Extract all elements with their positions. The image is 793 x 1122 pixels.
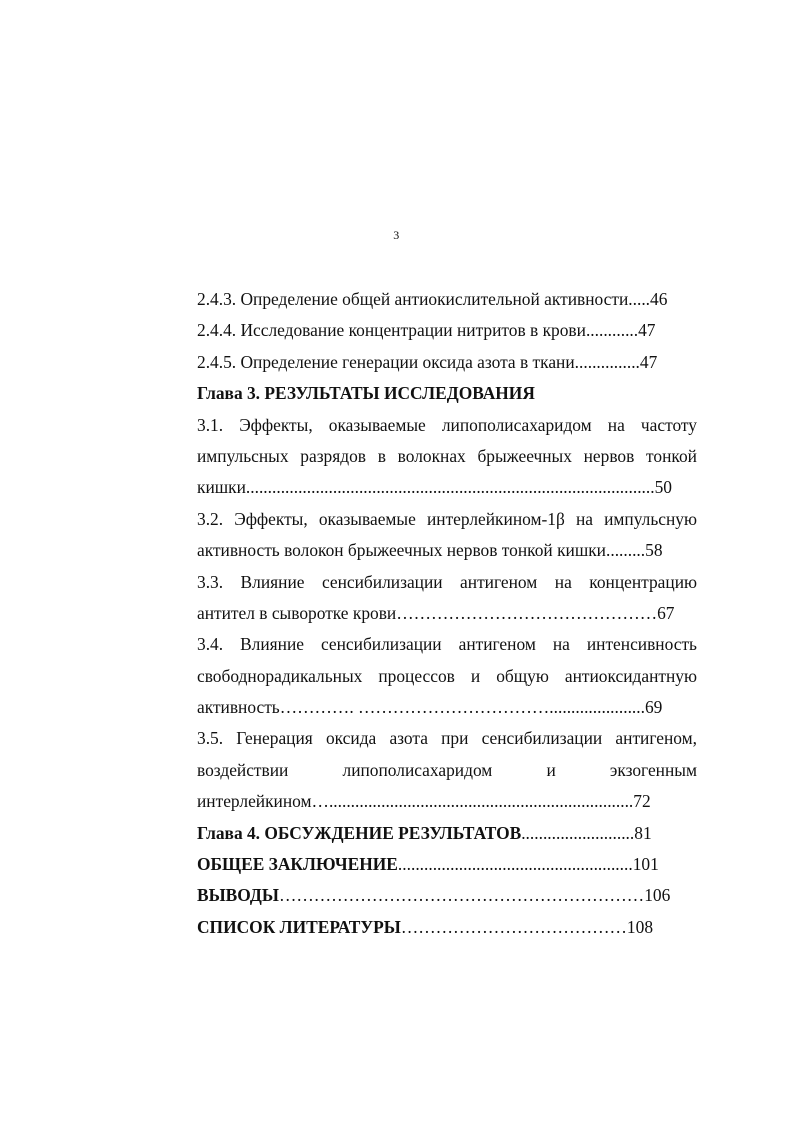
toc-entry-title: 3.3. Влияние сенсибилизации антигеном на концентрацию — [197, 571, 697, 592]
toc-entry-title: Глава 4. ОБСУЖДЕНИЕ РЕЗУЛЬТАТОВ — [197, 822, 522, 843]
toc-page-number: 58 — [645, 540, 663, 561]
toc-page-number: 108 — [626, 916, 654, 937]
toc-leader: …………. ……………………………...................... — [279, 697, 645, 718]
toc-page-number: 47 — [639, 351, 658, 372]
toc-entry-3-2-line-1 — [197, 504, 697, 535]
toc-leader: ............ — [585, 320, 639, 341]
toc-entry-title: кишки — [197, 477, 246, 498]
toc-entry-2-4-5 — [197, 347, 697, 378]
toc-entry-title: 2.4.5. Определение генерации оксида азота в ткани — [197, 351, 575, 372]
table-of-contents — [197, 284, 697, 943]
toc-general-conclusion — [197, 849, 697, 880]
toc-entry-3-4-line-2 — [197, 661, 697, 692]
toc-entry-3-4-line-3 — [197, 692, 697, 723]
toc-entry-title: воздействии липополисахаридом и экзогенным — [197, 759, 697, 780]
toc-conclusions — [197, 880, 697, 911]
toc-entry-3-3-line-1 — [197, 567, 697, 598]
toc-entry-2-4-4 — [197, 315, 697, 346]
toc-leader: .......................... — [521, 822, 635, 843]
toc-chapter-3-heading — [197, 378, 697, 409]
toc-entry-3-1-line-3 — [197, 472, 697, 503]
toc-leader: ………………………………… — [400, 916, 627, 937]
toc-references — [197, 912, 697, 943]
toc-entry-title: активность волокон брыжеечных нервов тонкой кишки — [197, 540, 606, 561]
toc-entry-title: 2.4.4. Исследование концентрации нитритов в крови — [197, 320, 586, 341]
toc-entry-3-2-line-2 — [197, 535, 697, 566]
toc-entry-3-3-line-2 — [197, 598, 697, 629]
toc-leader: .............................................................................................. — [245, 477, 655, 498]
toc-leader: ......... — [606, 540, 646, 561]
toc-leader: ……………………………………… — [396, 602, 658, 623]
toc-entry-3-5-line-3 — [197, 786, 697, 817]
toc-entry-title: СПИСОК ЛИТЕРАТУРЫ — [197, 916, 401, 937]
page-number: 3 — [393, 228, 400, 242]
toc-page-number: 81 — [634, 822, 652, 843]
toc-entry-title: активность — [197, 697, 280, 718]
toc-leader: ..... — [628, 289, 651, 309]
toc-leader: ...................................................... — [397, 854, 633, 875]
toc-entry-title: антител в сыворотке крови — [197, 602, 397, 623]
toc-entry-title: 3.2. Эффекты, оказываемые интерлейкином-1β на импульсную — [197, 508, 697, 529]
toc-entry-title: ВЫВОДЫ — [197, 885, 279, 906]
toc-leader: ............... — [574, 351, 640, 372]
toc-leader: …...................................................................... — [311, 791, 634, 812]
toc-entry-title: 3.4. Влияние сенсибилизации антигеном на интенсивность — [197, 634, 697, 655]
toc-entry-3-5-line-1 — [197, 723, 697, 754]
toc-page-number: 47 — [638, 320, 656, 341]
toc-leader: ……………………………………………………… — [278, 885, 645, 906]
toc-entry-title: импульсных разрядов в волокнах брыжеечных нервов тонкой — [197, 445, 697, 466]
toc-entry-title: 2.4.3. Определение общей антиокислительной активности — [197, 289, 629, 309]
toc-entry-title: интерлейкином — [197, 791, 312, 812]
toc-entry-3-5-line-2 — [197, 755, 697, 786]
toc-entry-title: 3.5. Генерация оксида азота при сенсибилизации антигеном, — [197, 728, 697, 749]
toc-page-number: 50 — [654, 477, 672, 498]
toc-page-number: 101 — [632, 854, 659, 875]
toc-page-number: 46 — [650, 289, 668, 309]
toc-entry-3-1-line-1 — [197, 410, 697, 441]
toc-chapter-4 — [197, 818, 697, 849]
toc-entry-3-4-line-1 — [197, 629, 697, 660]
toc-page-number: 72 — [633, 791, 651, 812]
toc-entry-title: ОБЩЕЕ ЗАКЛЮЧЕНИЕ — [197, 854, 398, 875]
toc-entry-3-1-line-2 — [197, 441, 697, 472]
toc-entry-2-4-3 — [197, 284, 697, 315]
toc-entry-title: 3.1. Эффекты, оказываемые липополисахаридом на частоту — [197, 414, 697, 435]
toc-page-number: 69 — [644, 697, 663, 718]
toc-entry-title: Глава 3. РЕЗУЛЬТАТЫ ИССЛЕДОВАНИЯ — [197, 383, 535, 404]
toc-entry-title: свободнорадикальных процессов и общую антиоксидантную — [197, 665, 697, 686]
toc-page-number: 106 — [644, 885, 671, 906]
toc-page-number: 67 — [657, 602, 675, 623]
